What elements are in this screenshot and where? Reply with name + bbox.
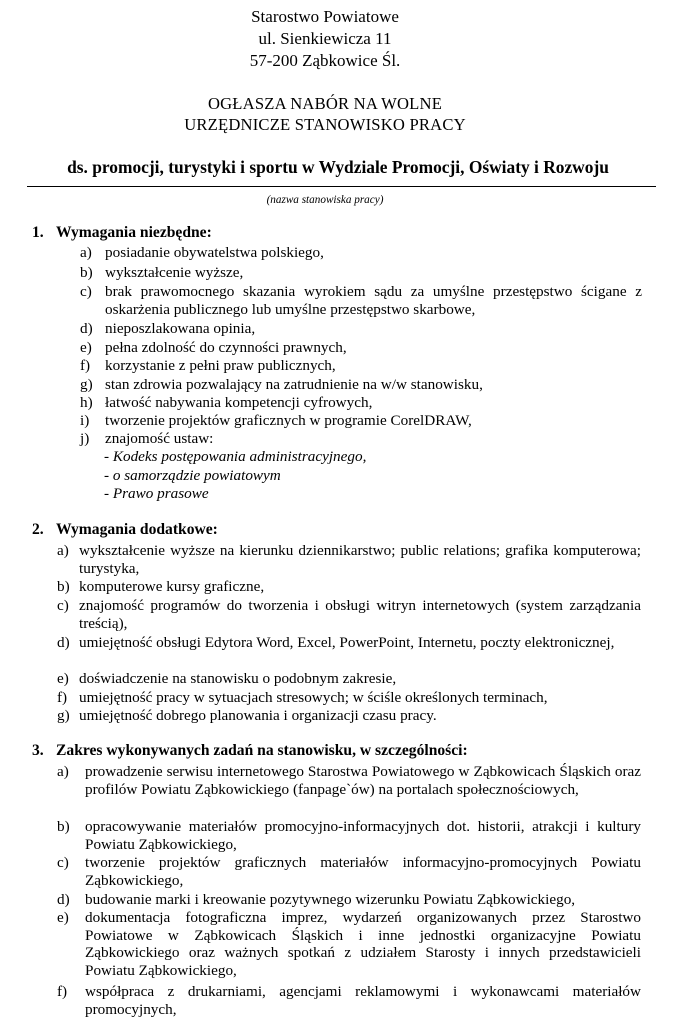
list-item <box>80 376 642 394</box>
item-text: tworzenie projektów graficznych w programie CorelDRAW, <box>105 412 472 429</box>
item-marker: f) <box>80 357 91 374</box>
list-item <box>80 244 642 262</box>
item-marker: g) <box>57 707 70 724</box>
item-text: brak prawomocnego skazania wyrokiem sądu za umyślne przestępstwo ścigane z oskarżenia publicznego lub umyślne przestępstwo skarbowe, <box>105 283 642 318</box>
item-text: znajomość programów do tworzenia i obsługi witryn internetowych (system zarządzania treścią), <box>79 597 641 632</box>
list-item <box>57 983 641 1018</box>
office-city: 57-200 Ząbkowice Śl. <box>249 51 401 70</box>
section-3-title <box>32 742 468 760</box>
item-marker: h) <box>80 394 93 411</box>
item-marker: a) <box>80 244 92 261</box>
item-text: komputerowe kursy graficzne, <box>79 578 265 595</box>
item-marker: a) <box>57 763 69 780</box>
item-text: współpraca z drukarniami, agencjami reklamowymi i wykonawcami materiałów promocyjnych, <box>85 983 641 1018</box>
list-item <box>57 578 641 596</box>
item-text: posiadanie obywatelstwa polskiego, <box>105 244 324 261</box>
item-marker: g) <box>80 376 93 393</box>
item-text: budowanie marki i kreowanie pozytywnego wizerunku Powiatu Ząbkowickiego, <box>85 891 576 908</box>
item-text: prowadzenie serwisu internetowego Starostwa Powiatowego w Ząbkowicach Śląskich oraz profilów Powiatu Ząbkowickiego (fanpage`ów) na portalach społecznościowych, <box>85 763 641 798</box>
list-item <box>57 909 641 979</box>
list-item <box>57 597 641 632</box>
item-text: umiejętność dobrego planowania i organizacji czasu pracy. <box>79 707 437 724</box>
item-text: dokumentacja fotograficzna imprez, wydarzeń organizowanych przez Starostwo Powiatowe w Ząbkowicach Śląskich i inne jednostki organizacyjne Powiatu Ząbkowickiego oraz ważnych spotkań z udziałem Starosty i innych przedstawicieli Powiatu Ząbkowickiego, <box>85 909 641 979</box>
section-number: 1. <box>32 224 44 241</box>
item-marker: i) <box>80 412 90 429</box>
item-marker: a) <box>57 542 69 559</box>
item-marker: e) <box>80 339 92 356</box>
item-marker: b) <box>80 264 93 281</box>
item-text: umiejętność pracy w sytuacjach stresowych; w ściśle określonych terminach, <box>79 689 548 706</box>
list-item <box>80 357 642 375</box>
statute-item: - o samorządzie powiatowym <box>104 467 281 484</box>
section-2-title <box>32 521 218 539</box>
list-item <box>57 818 641 853</box>
item-marker: d) <box>80 320 93 337</box>
section-1-title <box>32 224 212 242</box>
item-marker: j) <box>80 430 90 447</box>
item-text: stan zdrowia pozwalający na zatrudnienie na w/w stanowisku, <box>105 376 483 393</box>
list-item <box>57 634 641 652</box>
statute-item: - Kodeks postępowania administracyjnego, <box>104 448 367 465</box>
item-text: tworzenie projektów graficznych materiałów informacyjno-promocyjnych Powiatu Ząbkowickiego, <box>85 854 641 889</box>
announcement-title-line1: OGŁASZA NABÓR NA WOLNE <box>207 94 443 113</box>
item-marker: d) <box>57 891 70 908</box>
item-text: wykształcenie wyższe na kierunku dziennikarstwo; public relations; grafika komputerowa; turystyka, <box>79 542 641 577</box>
list-item <box>57 670 641 688</box>
list-item <box>57 542 641 577</box>
office-street: ul. Sienkiewicza 11 <box>258 29 392 48</box>
list-item <box>80 394 642 412</box>
item-text: korzystanie z pełni praw publicznych, <box>105 357 336 374</box>
list-item <box>80 320 642 338</box>
section-heading: Wymagania dodatkowe: <box>56 521 218 538</box>
item-marker: f) <box>57 689 68 706</box>
list-item <box>57 891 641 909</box>
item-marker: d) <box>57 634 70 651</box>
item-text: łatwość nabywania kompetencji cyfrowych, <box>105 394 373 411</box>
announcement-title-line2: URZĘDNICZE STANOWISKO PRACY <box>184 115 466 134</box>
list-item <box>80 339 642 357</box>
item-text: umiejętność obsługi Edytora Word, Excel, PowerPoint, Internetu, poczty elektronicznej, <box>79 634 615 651</box>
office-name: Starostwo Powiatowe <box>251 7 399 26</box>
item-marker: c) <box>57 597 69 614</box>
item-marker: b) <box>57 818 70 835</box>
section-number: 3. <box>32 742 44 759</box>
item-marker: b) <box>57 578 70 595</box>
section-heading: Wymagania niezbędne: <box>56 224 212 241</box>
item-text: znajomość ustaw: <box>105 430 214 447</box>
list-item <box>57 854 641 889</box>
position-underline <box>27 186 656 187</box>
item-marker: f) <box>57 983 68 1000</box>
item-marker: e) <box>57 670 69 687</box>
list-item <box>57 689 641 707</box>
list-item <box>80 283 642 318</box>
position-name: ds. promocji, turystyki i sportu w Wydziale Promocji, Oświaty i Rozwoju <box>67 157 609 177</box>
item-text: wykształcenie wyższe, <box>105 264 244 281</box>
item-text: pełna zdolność do czynności prawnych, <box>105 339 347 356</box>
statute-item: - Prawo prasowe <box>104 485 209 502</box>
list-item <box>80 412 642 430</box>
section-heading: Zakres wykonywanych zadań na stanowisku, w szczególności: <box>56 742 468 759</box>
section-number: 2. <box>32 521 44 538</box>
list-item <box>80 264 642 282</box>
item-text: opracowywanie materiałów promocyjno-informacyjnych dot. historii, atrakcji i kultury Powiatu Ząbkowickiego, <box>85 818 641 853</box>
list-item <box>57 707 641 725</box>
item-text: nieposzlakowana opinia, <box>105 320 256 337</box>
item-marker: e) <box>57 909 69 926</box>
list-item <box>57 763 641 798</box>
list-item <box>80 430 642 448</box>
item-marker: c) <box>57 854 69 871</box>
item-text: doświadczenie na stanowisku o podobnym zakresie, <box>79 670 397 687</box>
item-marker: c) <box>80 283 92 300</box>
position-caption: (nazwa stanowiska pracy) <box>266 194 384 206</box>
